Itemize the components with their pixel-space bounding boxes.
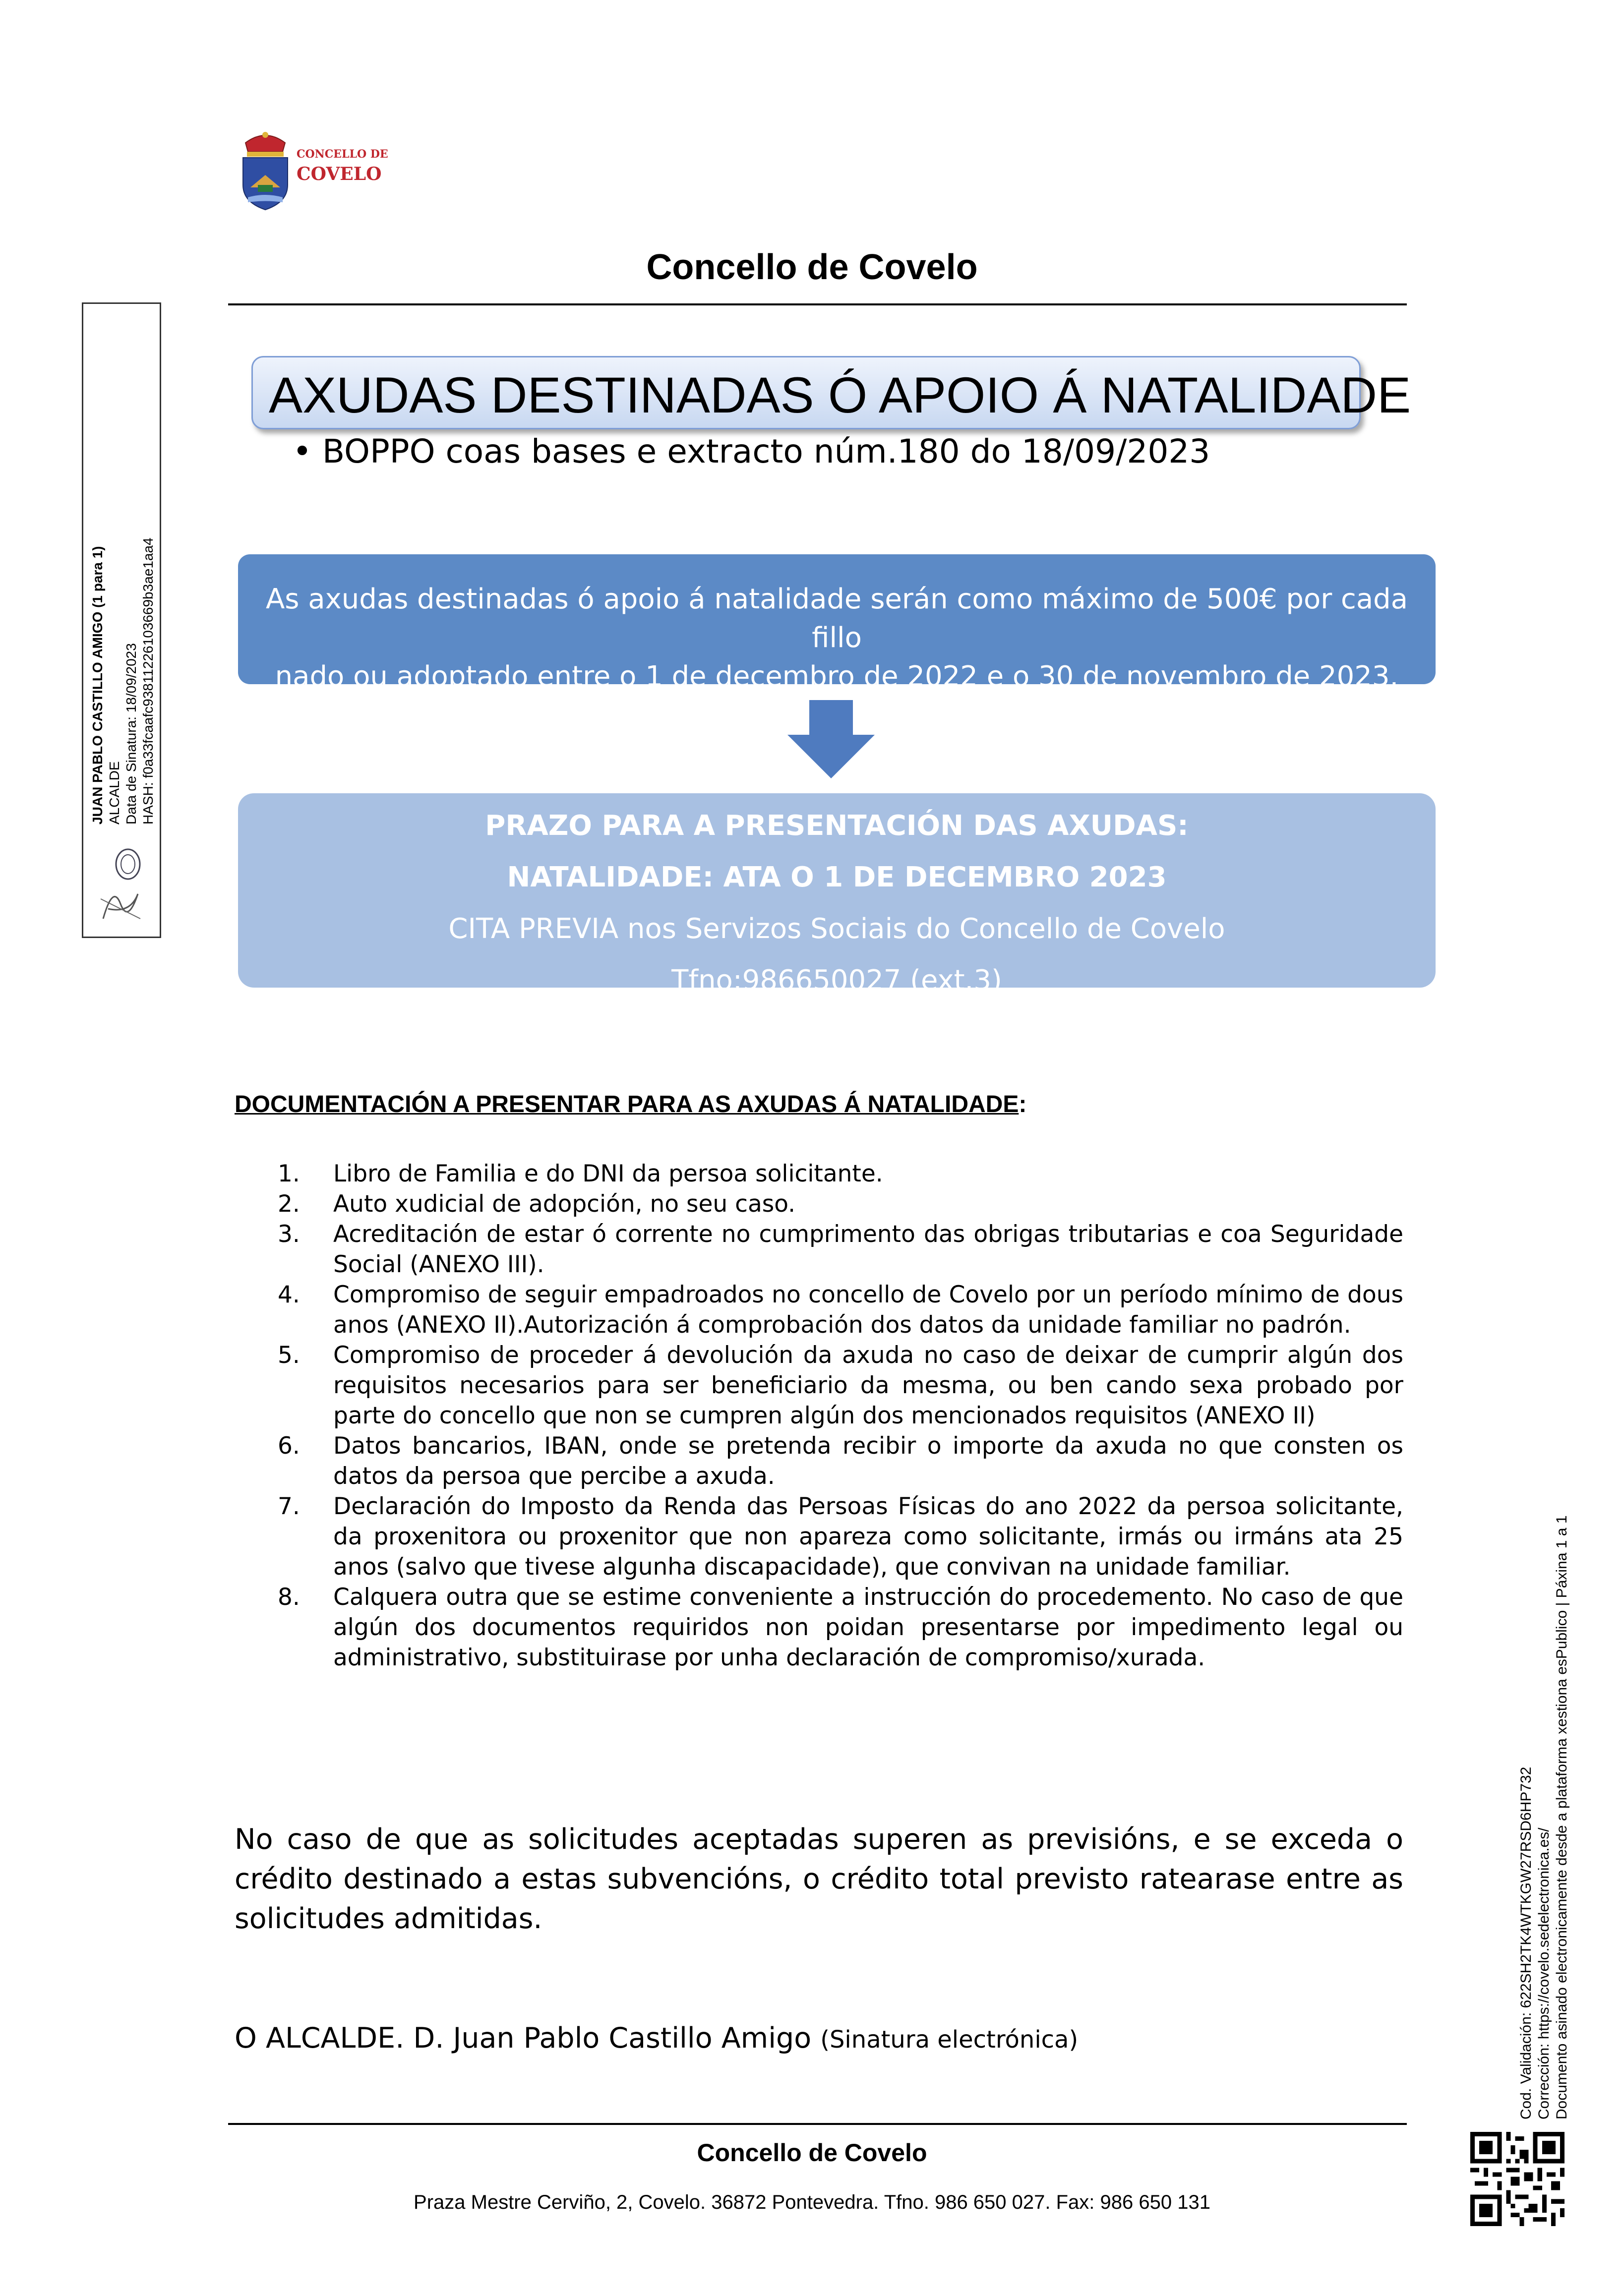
- header-rule: [228, 303, 1407, 305]
- signature-note: (Sinatura electrónica): [820, 2026, 1079, 2054]
- signer-role: ALCALDE: [107, 761, 122, 824]
- title-text: AXUDAS DESTINADAS Ó APOIO Á NATALIDADE: [269, 367, 1411, 423]
- list-item-number: 7.: [278, 1493, 300, 1520]
- footer-rule: [228, 2123, 1407, 2125]
- signature-line: [235, 2022, 1078, 2055]
- footer-address: Praza Mestre Cerviño, 2, Covelo. 36872 Pontevedra. Tfno. 986 650 027. Fax: 986 650 131: [414, 2191, 1210, 2213]
- documentation-heading-suffix: :: [1019, 1091, 1027, 1118]
- list-item: [278, 1159, 1403, 1189]
- validation-text: [1517, 1401, 1571, 2119]
- info-line-2: nado ou adoptado entre o 1 de decembro de 2022 e o 30 de novembro de 2023.: [275, 660, 1399, 693]
- logo-line-2: COVELO: [297, 164, 382, 184]
- arrow-down-icon: [787, 700, 875, 778]
- documentation-list: [278, 1159, 1403, 1673]
- list-item-text: Compromiso de seguir empadroados no concello de Covelo por un período mínimo de dous anos (ANEXO II).Autorización á comprobación dos datos da unidade familiar no padrón.: [333, 1281, 1403, 1339]
- deadline-line-2: NATALIDADE: ATA O 1 DE DECEMBRO 2023: [507, 861, 1167, 893]
- validation-url: Corrección: https://covelo.sedelectronica.es/: [1536, 1827, 1552, 2119]
- list-item-number: 1.: [278, 1160, 300, 1187]
- signature-name: O ALCALDE. D. Juan Pablo Castillo Amigo: [235, 2022, 821, 2055]
- deadline-line-4: Tfno:986650027 (ext.3): [671, 964, 1002, 997]
- list-item-number: 4.: [278, 1281, 300, 1308]
- deadline-box: [238, 793, 1436, 997]
- list-item: [278, 1280, 1403, 1340]
- list-item-text: Declaración do Imposto da Renda das Persoas Físicas do ano 2022 da persoa solicitante, da proxenitora ou proxenitor que non apareza como solicitante, irmás ou irmáns ata 25 anos (salvo que tivese algunha discapacidade), que convivan na unidade familiar.: [333, 1493, 1403, 1581]
- logo-line-1: CONCELLO DE: [297, 148, 388, 161]
- list-item: [278, 1219, 1403, 1280]
- header-title: Concello de Covelo: [646, 247, 978, 287]
- list-item-number: 8.: [278, 1584, 300, 1611]
- title-box: [251, 356, 1411, 429]
- concello-logo: [238, 128, 387, 217]
- list-item: [278, 1431, 1403, 1491]
- signature-stamp-text: [89, 304, 157, 824]
- qr-code-icon[interactable]: [1470, 2132, 1564, 2226]
- footer-title: Concello de Covelo: [697, 2139, 927, 2167]
- documentation-heading-text: DOCUMENTACIÓN A PRESENTAR PARA AS AXUDAS Á NATALIDADE: [235, 1091, 1019, 1118]
- signature-hash: HASH: f0a33fcaafc93811226103669b3ae1aa4: [140, 537, 156, 824]
- list-item: [278, 1491, 1403, 1582]
- list-item-number: 6.: [278, 1432, 300, 1460]
- list-item: [278, 1189, 1403, 1219]
- electronic-signature-stamp: [82, 302, 161, 938]
- info-box: [238, 554, 1436, 693]
- info-line-1: As axudas destinadas ó apoio á natalidade serán como máximo de 500€ por cada fillo: [265, 583, 1408, 654]
- deadline-line-3: CITA PREVIA nos Servizos Sociais do Concello de Covelo: [448, 913, 1225, 945]
- list-item-text: Datos bancarios, IBAN, onde se pretenda recibir o importe da axuda no que consten os datos da persoa que percibe a axuda.: [333, 1432, 1403, 1490]
- validation-code: Cod. Validación: 622SH2TK4WTKGW27RSD6HP732: [1518, 1766, 1534, 2119]
- documentation-heading: [235, 1091, 1026, 1118]
- signature-seal-icon: [93, 844, 148, 924]
- signature-date: Data de Sinatura: 18/09/2023: [123, 643, 139, 824]
- boppo-bullet: • BOPPO coas bases e extracto núm.180 do 18/09/2023: [293, 432, 1210, 471]
- list-item: [278, 1582, 1403, 1673]
- list-item-number: 5.: [278, 1342, 300, 1369]
- list-item-number: 2.: [278, 1190, 300, 1218]
- list-item: [278, 1340, 1403, 1431]
- list-item-number: 3.: [278, 1221, 300, 1248]
- final-paragraph: No caso de que as solicitudes aceptadas superen as previsións, e se exceda o crédito destinado a estas subvencións, o crédito total previsto ratearase entre as solicitudes admitidas.: [235, 1823, 1403, 1935]
- deadline-line-1: PRAZO PARA A PRESENTACIÓN DAS AXUDAS:: [485, 810, 1189, 842]
- list-item-text: Compromiso de proceder á devolución da axuda no caso de deixar de cumprir algún dos requisitos necesarios para ser beneficiario da mesma, ou ben cando sexa probado por parte do concello que non se cumpren algún dos mencionados requisitos (ANEXO II): [333, 1342, 1403, 1429]
- list-item-text: Acreditación de estar ó corrente no cumprimento das obrigas tributarias e coa Seguridade Social (ANEXO III).: [333, 1221, 1403, 1278]
- signer-name: JUAN PABLO CASTILLO AMIGO (1 para 1): [90, 546, 105, 824]
- list-item-text: Calquera outra que se estime conveniente a instrucción do procedemento. No caso de que algún dos documentos requiridos non poidan presentarse por impedimento legal ou administrativo, substituirase por unha declaración de compromiso/xurada.: [333, 1584, 1403, 1671]
- validation-platform: Documento asinado electronicamente desde a plataforma xestiona esPublico | Páxina 1 a 1: [1554, 1515, 1570, 2119]
- coat-of-arms-icon: [238, 128, 293, 212]
- list-item-text: Libro de Familia e do DNI da persoa solicitante.: [333, 1160, 883, 1187]
- list-item-text: Auto xudicial de adopción, no seu caso.: [333, 1190, 796, 1218]
